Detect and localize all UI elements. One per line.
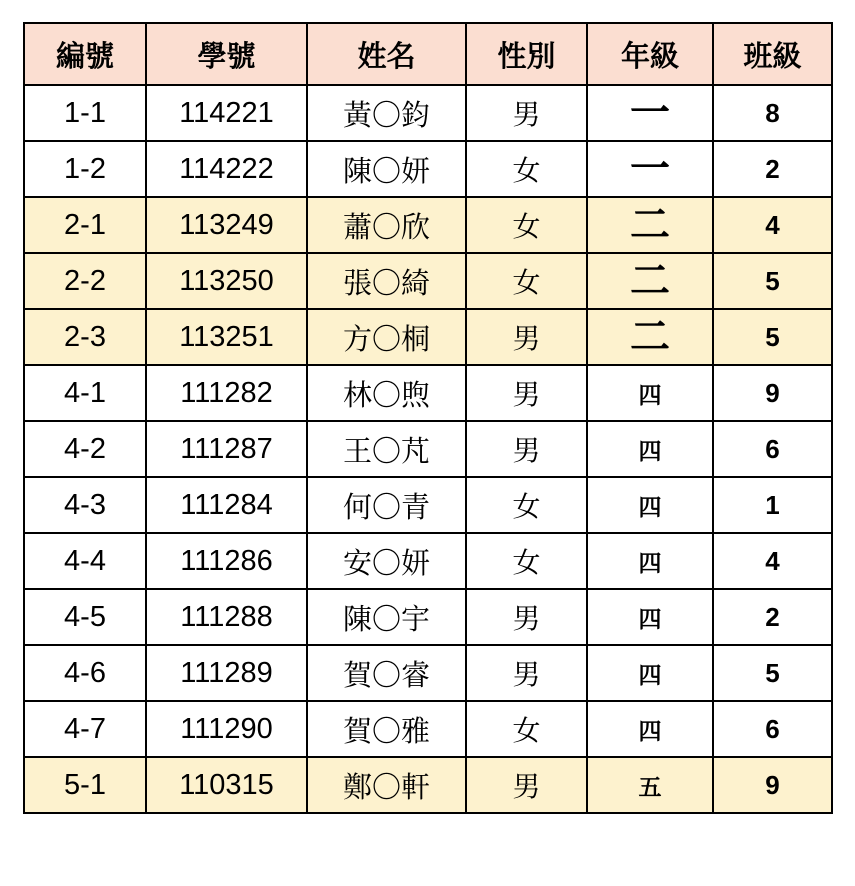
cell-id: 4-4	[24, 533, 146, 589]
cell-student-id: 113249	[146, 197, 307, 253]
cell-class: 5	[713, 253, 832, 309]
cell-student-id: 111287	[146, 421, 307, 477]
cell-student-id: 111282	[146, 365, 307, 421]
cell-gender: 女	[466, 701, 587, 757]
table-body	[24, 85, 832, 813]
cell-class: 1	[713, 477, 832, 533]
cell-class: 6	[713, 421, 832, 477]
table-row	[24, 589, 832, 645]
cell-student-id: 111284	[146, 477, 307, 533]
cell-class: 9	[713, 757, 832, 813]
cell-gender: 男	[466, 421, 587, 477]
table-header	[24, 23, 832, 85]
cell-id: 4-5	[24, 589, 146, 645]
cell-student-id: 110315	[146, 757, 307, 813]
cell-id: 2-2	[24, 253, 146, 309]
cell-gender: 男	[466, 645, 587, 701]
cell-gender: 女	[466, 141, 587, 197]
cell-grade: 四	[587, 589, 713, 645]
table-row	[24, 309, 832, 365]
cell-name: 何〇青	[307, 477, 466, 533]
column-header-student-id: 學號	[146, 23, 307, 85]
cell-grade: 四	[587, 421, 713, 477]
cell-name: 林〇煦	[307, 365, 466, 421]
cell-class: 4	[713, 533, 832, 589]
cell-gender: 男	[466, 757, 587, 813]
cell-student-id: 111286	[146, 533, 307, 589]
cell-gender: 女	[466, 533, 587, 589]
column-header-id: 編號	[24, 23, 146, 85]
cell-name: 賀〇睿	[307, 645, 466, 701]
cell-name: 張〇綺	[307, 253, 466, 309]
table-row	[24, 645, 832, 701]
cell-student-id: 113250	[146, 253, 307, 309]
table-row	[24, 477, 832, 533]
cell-grade: 一	[587, 85, 713, 141]
cell-id: 1-2	[24, 141, 146, 197]
cell-gender: 男	[466, 85, 587, 141]
column-header-name: 姓名	[307, 23, 466, 85]
cell-student-id: 111288	[146, 589, 307, 645]
cell-gender: 女	[466, 253, 587, 309]
student-table-container	[23, 22, 833, 814]
cell-id: 2-1	[24, 197, 146, 253]
cell-id: 1-1	[24, 85, 146, 141]
cell-id: 4-3	[24, 477, 146, 533]
cell-student-id: 114221	[146, 85, 307, 141]
cell-grade: 二	[587, 309, 713, 365]
cell-gender: 男	[466, 365, 587, 421]
cell-student-id: 113251	[146, 309, 307, 365]
cell-name: 安〇妍	[307, 533, 466, 589]
cell-class: 2	[713, 141, 832, 197]
cell-grade: 四	[587, 533, 713, 589]
cell-student-id: 111290	[146, 701, 307, 757]
table-row	[24, 365, 832, 421]
cell-name: 賀〇雅	[307, 701, 466, 757]
cell-student-id: 114222	[146, 141, 307, 197]
cell-class: 5	[713, 309, 832, 365]
table-row	[24, 253, 832, 309]
cell-id: 5-1	[24, 757, 146, 813]
cell-gender: 女	[466, 197, 587, 253]
cell-grade: 五	[587, 757, 713, 813]
cell-grade: 四	[587, 645, 713, 701]
cell-class: 2	[713, 589, 832, 645]
cell-grade: 四	[587, 477, 713, 533]
table-row	[24, 701, 832, 757]
cell-name: 陳〇宇	[307, 589, 466, 645]
cell-name: 陳〇妍	[307, 141, 466, 197]
column-header-grade: 年級	[587, 23, 713, 85]
student-table	[23, 22, 833, 814]
table-row	[24, 757, 832, 813]
table-row	[24, 197, 832, 253]
table-row	[24, 141, 832, 197]
cell-name: 王〇芃	[307, 421, 466, 477]
cell-id: 4-1	[24, 365, 146, 421]
table-row	[24, 421, 832, 477]
cell-grade: 四	[587, 701, 713, 757]
cell-class: 4	[713, 197, 832, 253]
cell-id: 4-7	[24, 701, 146, 757]
column-header-gender: 性別	[466, 23, 587, 85]
cell-gender: 男	[466, 309, 587, 365]
cell-grade: 四	[587, 365, 713, 421]
cell-name: 黃〇鈞	[307, 85, 466, 141]
cell-id: 4-6	[24, 645, 146, 701]
cell-class: 9	[713, 365, 832, 421]
table-row	[24, 85, 832, 141]
cell-id: 4-2	[24, 421, 146, 477]
cell-student-id: 111289	[146, 645, 307, 701]
cell-grade: 二	[587, 253, 713, 309]
column-header-class: 班級	[713, 23, 832, 85]
cell-grade: 一	[587, 141, 713, 197]
cell-id: 2-3	[24, 309, 146, 365]
cell-name: 方〇桐	[307, 309, 466, 365]
cell-class: 6	[713, 701, 832, 757]
cell-class: 5	[713, 645, 832, 701]
table-row	[24, 533, 832, 589]
cell-name: 蕭〇欣	[307, 197, 466, 253]
cell-grade: 二	[587, 197, 713, 253]
cell-gender: 女	[466, 477, 587, 533]
header-row	[24, 23, 832, 85]
cell-gender: 男	[466, 589, 587, 645]
cell-class: 8	[713, 85, 832, 141]
cell-name: 鄭〇軒	[307, 757, 466, 813]
